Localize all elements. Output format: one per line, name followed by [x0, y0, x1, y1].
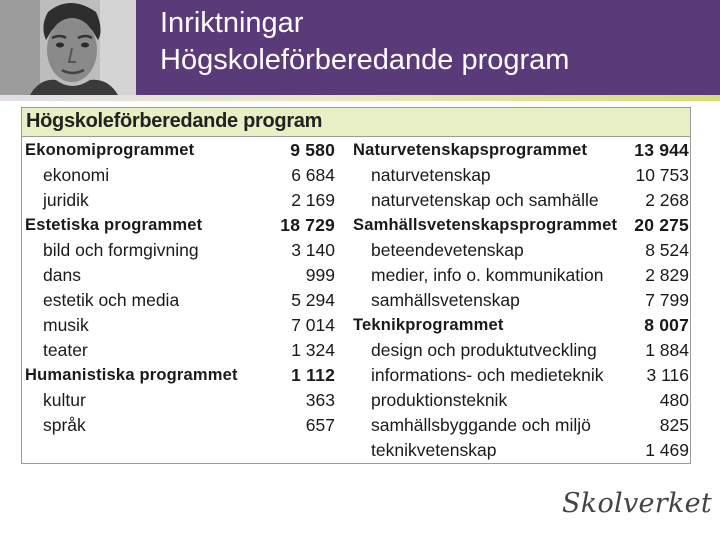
title-line-2: Högskoleförberedande program: [160, 44, 570, 76]
table-heading: Högskoleförberedande program: [22, 108, 690, 137]
orientation-row: [25, 263, 335, 288]
program-row: [353, 213, 689, 238]
student-count: 1 469: [645, 440, 689, 460]
orientation-name: språk: [43, 415, 86, 435]
student-count: 8 007: [644, 315, 689, 335]
orientation-name: medier, info o. kommunikation: [371, 265, 604, 285]
student-count: 13 944: [634, 140, 689, 160]
orientation-name: teater: [43, 340, 88, 360]
header-stripe: [0, 95, 720, 101]
orientation-name: teknikvetenskap: [371, 440, 497, 460]
orientation-row: [353, 388, 689, 413]
program-row: [353, 313, 689, 338]
student-count: 2 829: [645, 265, 689, 285]
orientation-name: samhällsbyggande och miljö: [371, 415, 591, 435]
student-count: 7 799: [645, 290, 689, 310]
program-name: Naturvetenskapsprogrammet: [353, 141, 588, 159]
student-count: 480: [659, 390, 689, 410]
orientation-row: [25, 413, 335, 438]
orientation-row: [25, 288, 335, 313]
orientation-name: design och produktutveckling: [371, 340, 597, 360]
portrait-photo: [0, 0, 136, 95]
orientation-row: [25, 188, 335, 213]
orientation-name: samhällsvetenskap: [371, 290, 520, 310]
student-count: 3 140: [291, 240, 335, 260]
program-row: [353, 138, 689, 163]
orientation-name: dans: [43, 265, 81, 285]
orientation-row: [25, 338, 335, 363]
orientation-row: [25, 238, 335, 263]
orientation-row: [353, 438, 689, 463]
student-count: 1 884: [645, 340, 689, 360]
program-name: Ekonomiprogrammet: [25, 141, 195, 159]
orientation-name: bild och formgivning: [43, 240, 199, 260]
student-count: 2 268: [645, 190, 689, 210]
orientation-row: [25, 313, 335, 338]
orientation-row: [353, 238, 689, 263]
program-name: Estetiska programmet: [25, 216, 203, 234]
student-count: 363: [305, 390, 335, 410]
student-count: 20 275: [634, 215, 689, 235]
title-line-1: Inriktningar: [160, 7, 304, 39]
student-count: 1 112: [291, 365, 335, 385]
program-row: [25, 363, 335, 388]
student-count: 10 753: [635, 165, 689, 185]
orientation-row: [353, 413, 689, 438]
student-count: 8 524: [645, 240, 689, 260]
program-table: [21, 107, 691, 464]
slide-title: [160, 5, 569, 79]
student-count: 18 729: [280, 215, 335, 235]
student-count: 825: [659, 415, 689, 435]
right-column: [353, 138, 689, 463]
student-count: 9 580: [290, 140, 335, 160]
orientation-name: naturvetenskap: [371, 165, 491, 185]
student-count: 657: [305, 415, 335, 435]
orientation-row: [353, 288, 689, 313]
program-name: Teknikprogrammet: [353, 316, 504, 334]
orientation-name: ekonomi: [43, 165, 110, 185]
program-row: [25, 138, 335, 163]
student-count: 6 684: [291, 165, 335, 185]
program-name: Humanistiska programmet: [25, 366, 238, 384]
program-row: [25, 213, 335, 238]
orientation-name: beteendevetenskap: [371, 240, 524, 260]
orientation-row: [353, 363, 689, 388]
student-count: 5 294: [291, 290, 335, 310]
left-column: [25, 138, 335, 438]
orientation-row: [353, 263, 689, 288]
student-count: 2 169: [291, 190, 335, 210]
orientation-name: kultur: [43, 390, 86, 410]
orientation-row: [353, 163, 689, 188]
orientation-row: [25, 388, 335, 413]
orientation-name: musik: [43, 315, 89, 335]
orientation-name: estetik och media: [43, 290, 180, 310]
orientation-name: juridik: [43, 190, 89, 210]
orientation-row: [353, 338, 689, 363]
orientation-row: [25, 163, 335, 188]
student-count: 999: [305, 265, 335, 285]
orientation-name: informations- och medieteknik: [371, 365, 604, 385]
student-count: 1 324: [291, 340, 335, 360]
student-count: 7 014: [291, 315, 335, 335]
orientation-name: produktionsteknik: [371, 390, 508, 410]
orientation-row: [353, 188, 689, 213]
student-count: 3 116: [646, 365, 689, 385]
program-name: Samhällsvetenskapsprogrammet: [353, 216, 618, 234]
orientation-name: naturvetenskap och samhälle: [371, 190, 599, 210]
skolverket-logo: Skolverket: [562, 488, 713, 519]
